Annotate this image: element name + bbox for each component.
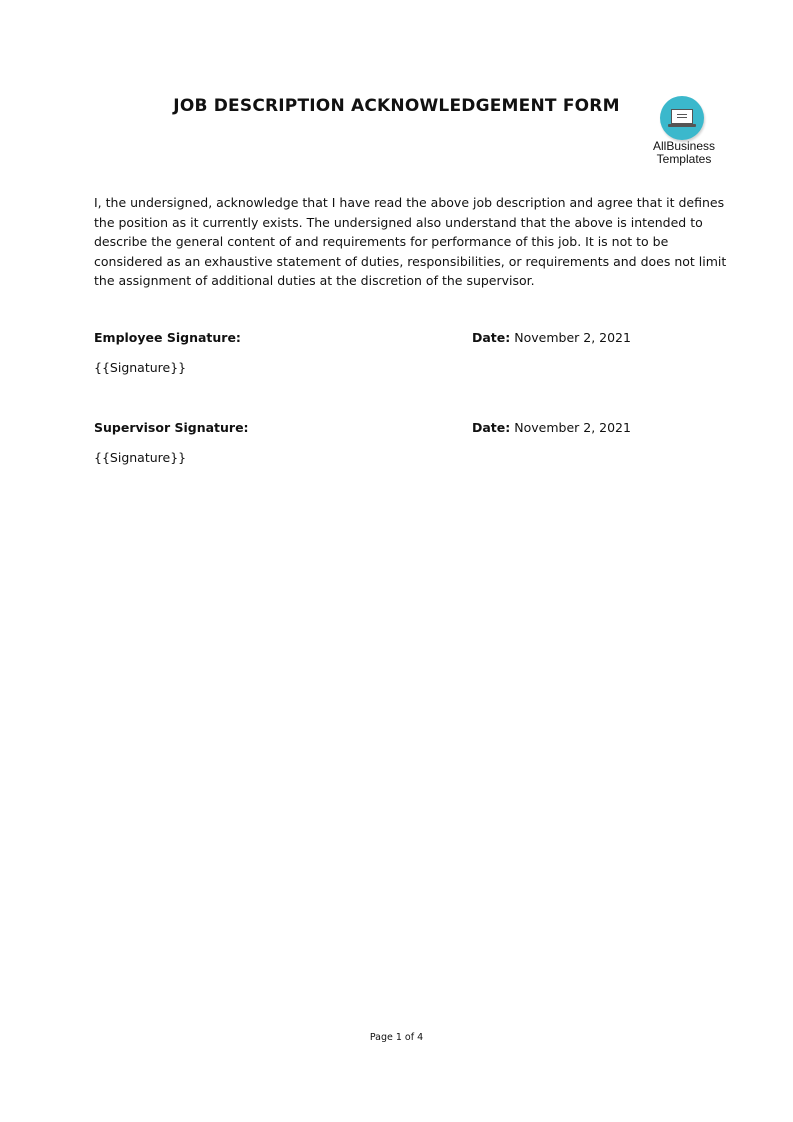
page-number: Page 1 of 4 (369, 1032, 424, 1043)
acknowledgement-paragraph (94, 193, 727, 291)
laptop-icon (660, 96, 704, 140)
supervisor-date-value: November 2, 2021 (514, 420, 631, 435)
employee-date-label: Date: (472, 330, 511, 345)
supervisor-signature-label: Supervisor Signature: (94, 420, 249, 435)
employee-signature-field[interactable]: {{Signature}} (94, 360, 187, 375)
supervisor-date-label: Date: (472, 420, 511, 435)
paragraph-line: describe the general content of and requirements for performance of this job. It is not to be (94, 234, 669, 249)
paragraph-line: the assignment of additional duties at the discretion of the supervisor. (94, 273, 535, 288)
document-title: JOB DESCRIPTION ACKNOWLEDGEMENT FORM (173, 96, 620, 116)
brand-logo-text (646, 140, 722, 166)
paragraph-line: I, the undersigned, acknowledge that I have read the above job description and agree that it defines (94, 195, 725, 210)
brand-name-line1: AllBusiness (652, 139, 716, 153)
employee-date (472, 330, 631, 345)
employee-date-value: November 2, 2021 (514, 330, 631, 345)
brand-name-line2: Templates (656, 152, 712, 166)
supervisor-signature-field[interactable]: {{Signature}} (94, 450, 187, 465)
employee-signature-label: Employee Signature: (94, 330, 241, 345)
brand-logo (646, 94, 722, 168)
supervisor-date (472, 420, 631, 435)
paragraph-line: the position as it currently exists. The undersigned also understand that the above is intended to (94, 214, 703, 230)
paragraph-line: considered as an exhaustive statement of duties, responsibilities, or requirements and does not limit (94, 253, 727, 269)
